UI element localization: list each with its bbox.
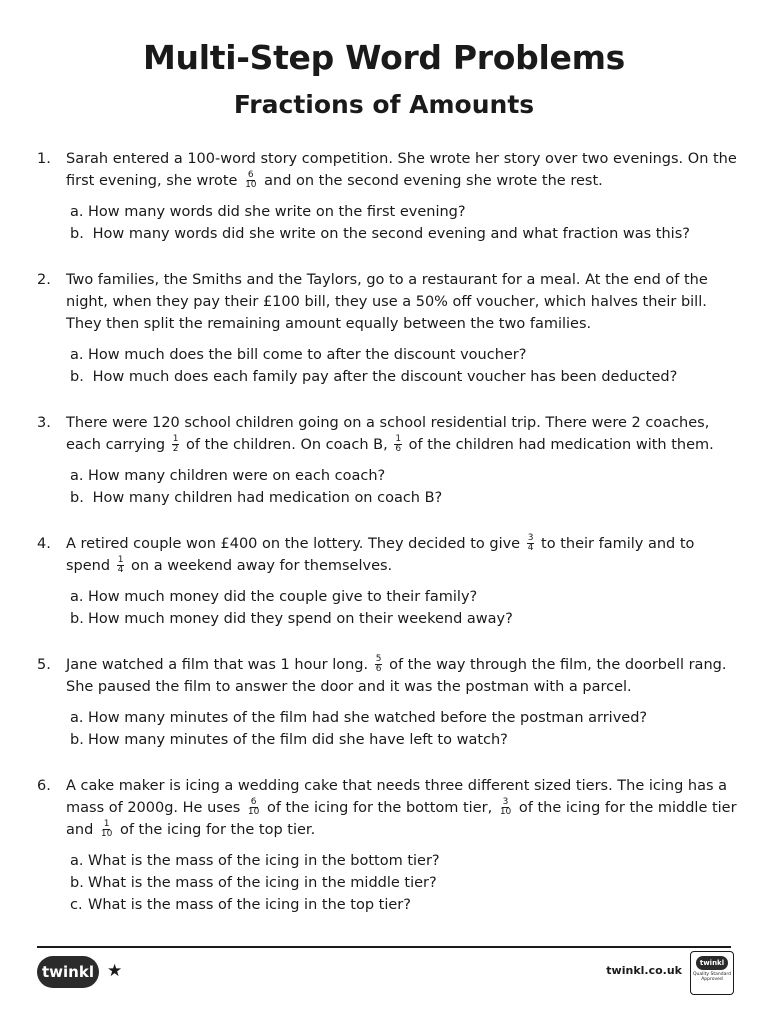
part-text: What is the mass of the icing in the top tier? <box>88 897 411 913</box>
question-item <box>37 412 737 509</box>
question-text <box>66 412 737 456</box>
part-letter: b. <box>70 611 84 627</box>
part-text: How many words did she write on the first evening? <box>88 204 466 220</box>
part-text: How much money did they spend on their weekend away? <box>88 611 513 627</box>
fraction-numerator: 3 <box>527 532 534 543</box>
question-item <box>37 775 737 916</box>
question-part <box>70 586 737 608</box>
fraction-numerator: 1 <box>103 818 110 829</box>
part-letter: a. <box>70 468 84 484</box>
fraction <box>172 435 180 454</box>
question-parts <box>70 850 737 916</box>
question-item <box>37 269 737 388</box>
badge-logo: twinkl <box>696 956 728 970</box>
part-letter: a. <box>70 347 84 363</box>
question-text-segment: A retired couple won £400 on the lottery. They decided to give <box>66 536 525 552</box>
question-item <box>37 148 737 245</box>
footer-divider <box>37 946 731 948</box>
question-part <box>70 707 737 729</box>
question-text <box>66 269 737 335</box>
question-number: 1. <box>37 151 51 167</box>
part-letter: a. <box>70 204 84 220</box>
fraction-numerator: 1 <box>172 433 179 444</box>
question-text <box>66 775 737 841</box>
part-text: How many words did she write on the second evening and what fraction was this? <box>88 226 690 242</box>
question-part <box>70 344 737 366</box>
question-text-segment: of the way through the film, the doorbell rang. She paused the film to answer the door and it was the postman with a parcel. <box>66 657 727 695</box>
question-part <box>70 201 737 223</box>
question-text-segment: of the icing for the top tier. <box>115 822 316 838</box>
question-text <box>66 148 737 192</box>
fraction-denominator: 2 <box>172 443 179 454</box>
fraction <box>247 798 260 817</box>
part-text: What is the mass of the icing in the middle tier? <box>88 875 437 891</box>
logo-text: twinkl <box>42 963 94 981</box>
fraction-denominator: 6 <box>395 443 402 454</box>
question-text-segment: There were 120 school children going on a school residential trip. There were 2 coaches, each carrying <box>66 415 710 453</box>
part-text: How many minutes of the film had she watched before the postman arrived? <box>88 710 648 726</box>
fraction-numerator: 5 <box>375 653 382 664</box>
question-text <box>66 533 737 577</box>
question-part <box>70 729 737 751</box>
fraction-numerator: 6 <box>247 169 254 180</box>
question-part <box>70 223 737 245</box>
fraction <box>394 435 402 454</box>
question-text-segment: of the icing for the middle tier and <box>66 800 737 838</box>
question-number: 4. <box>37 536 51 552</box>
star-icon: ★ <box>107 961 123 981</box>
question-parts <box>70 344 737 388</box>
part-text: What is the mass of the icing in the bottom tier? <box>88 853 440 869</box>
part-text: How much money did the couple give to their family? <box>88 589 478 605</box>
question-part <box>70 465 737 487</box>
question-text <box>66 654 737 698</box>
question-text-segment: Two families, the Smiths and the Taylors, go to a restaurant for a meal. At the end of the night, when they pay their £100 bill, they use a 50% off voucher, which halves their bill. They then split the remaining amount equally between the two families. <box>66 272 708 332</box>
quality-badge <box>690 951 734 995</box>
question-part <box>70 872 737 894</box>
question-part <box>70 850 737 872</box>
question-item <box>37 533 737 630</box>
question-parts <box>70 586 737 630</box>
part-text: How much does each family pay after the discount voucher has been deducted? <box>88 369 678 385</box>
page-subtitle: Fractions of Amounts <box>233 90 535 119</box>
part-letter: b. <box>70 875 84 891</box>
question-part <box>70 894 737 916</box>
twinkl-logo <box>37 956 99 988</box>
question-text-segment: on a weekend away for themselves. <box>126 558 393 574</box>
part-letter: b. <box>70 226 84 242</box>
fraction-numerator: 6 <box>250 796 257 807</box>
part-text: How many children had medication on coach B? <box>88 490 443 506</box>
badge-text: Quality Standard Approved <box>693 972 731 982</box>
question-part <box>70 366 737 388</box>
fraction-numerator: 1 <box>395 433 402 444</box>
part-text: How much does the bill come to after the discount voucher? <box>88 347 527 363</box>
fraction <box>244 171 257 190</box>
part-text: How many minutes of the film did she have left to watch? <box>88 732 508 748</box>
question-number: 2. <box>37 272 51 288</box>
question-parts <box>70 707 737 751</box>
fraction-denominator: 10 <box>499 806 512 817</box>
fraction-denominator: 4 <box>117 564 124 575</box>
part-letter: b. <box>70 490 84 506</box>
question-text-segment: Sarah entered a 100-word story competition. She wrote her story over two evenings. On the first evening, she wrote <box>66 151 737 189</box>
question-text-segment: of the children. On coach B, <box>181 437 393 453</box>
fraction-denominator: 4 <box>527 542 534 553</box>
question-text-segment: to their family and to spend <box>66 536 695 574</box>
website-url: twinkl.co.uk <box>606 964 682 977</box>
part-letter: a. <box>70 853 84 869</box>
question-parts <box>70 465 737 509</box>
page-title: Multi-Step Word Problems <box>142 38 625 77</box>
question-list <box>37 148 737 916</box>
question-parts <box>70 201 737 245</box>
fraction-denominator: 10 <box>247 806 260 817</box>
question-number: 6. <box>37 778 51 794</box>
question-text-segment: A cake maker is icing a wedding cake that needs three different sized tiers. The icing has a mass of 2000g. He uses <box>66 778 728 816</box>
fraction <box>375 655 383 674</box>
question-text-segment: and on the second evening she wrote the rest. <box>259 173 603 189</box>
part-letter: a. <box>70 589 84 605</box>
fraction-denominator: 6 <box>375 663 382 674</box>
question-text-segment: of the children had medication with them. <box>404 437 714 453</box>
question-number: 3. <box>37 415 51 431</box>
part-letter: b. <box>70 732 84 748</box>
question-item <box>37 654 737 751</box>
question-text-segment: Jane watched a film that was 1 hour long. <box>66 657 373 673</box>
question-text-segment: of the icing for the bottom tier, <box>262 800 497 816</box>
part-text: How many children were on each coach? <box>88 468 386 484</box>
fraction-numerator: 1 <box>117 554 124 565</box>
part-letter: c. <box>70 897 83 913</box>
part-letter: a. <box>70 710 84 726</box>
fraction-numerator: 3 <box>502 796 509 807</box>
question-part <box>70 608 737 630</box>
fraction-denominator: 10 <box>245 179 257 190</box>
fraction <box>527 534 535 553</box>
question-part <box>70 487 737 509</box>
question-number: 5. <box>37 657 51 673</box>
part-letter: b. <box>70 369 84 385</box>
fraction-denominator: 10 <box>100 828 113 839</box>
fraction <box>117 556 125 575</box>
fraction <box>499 798 512 817</box>
fraction <box>100 820 113 839</box>
